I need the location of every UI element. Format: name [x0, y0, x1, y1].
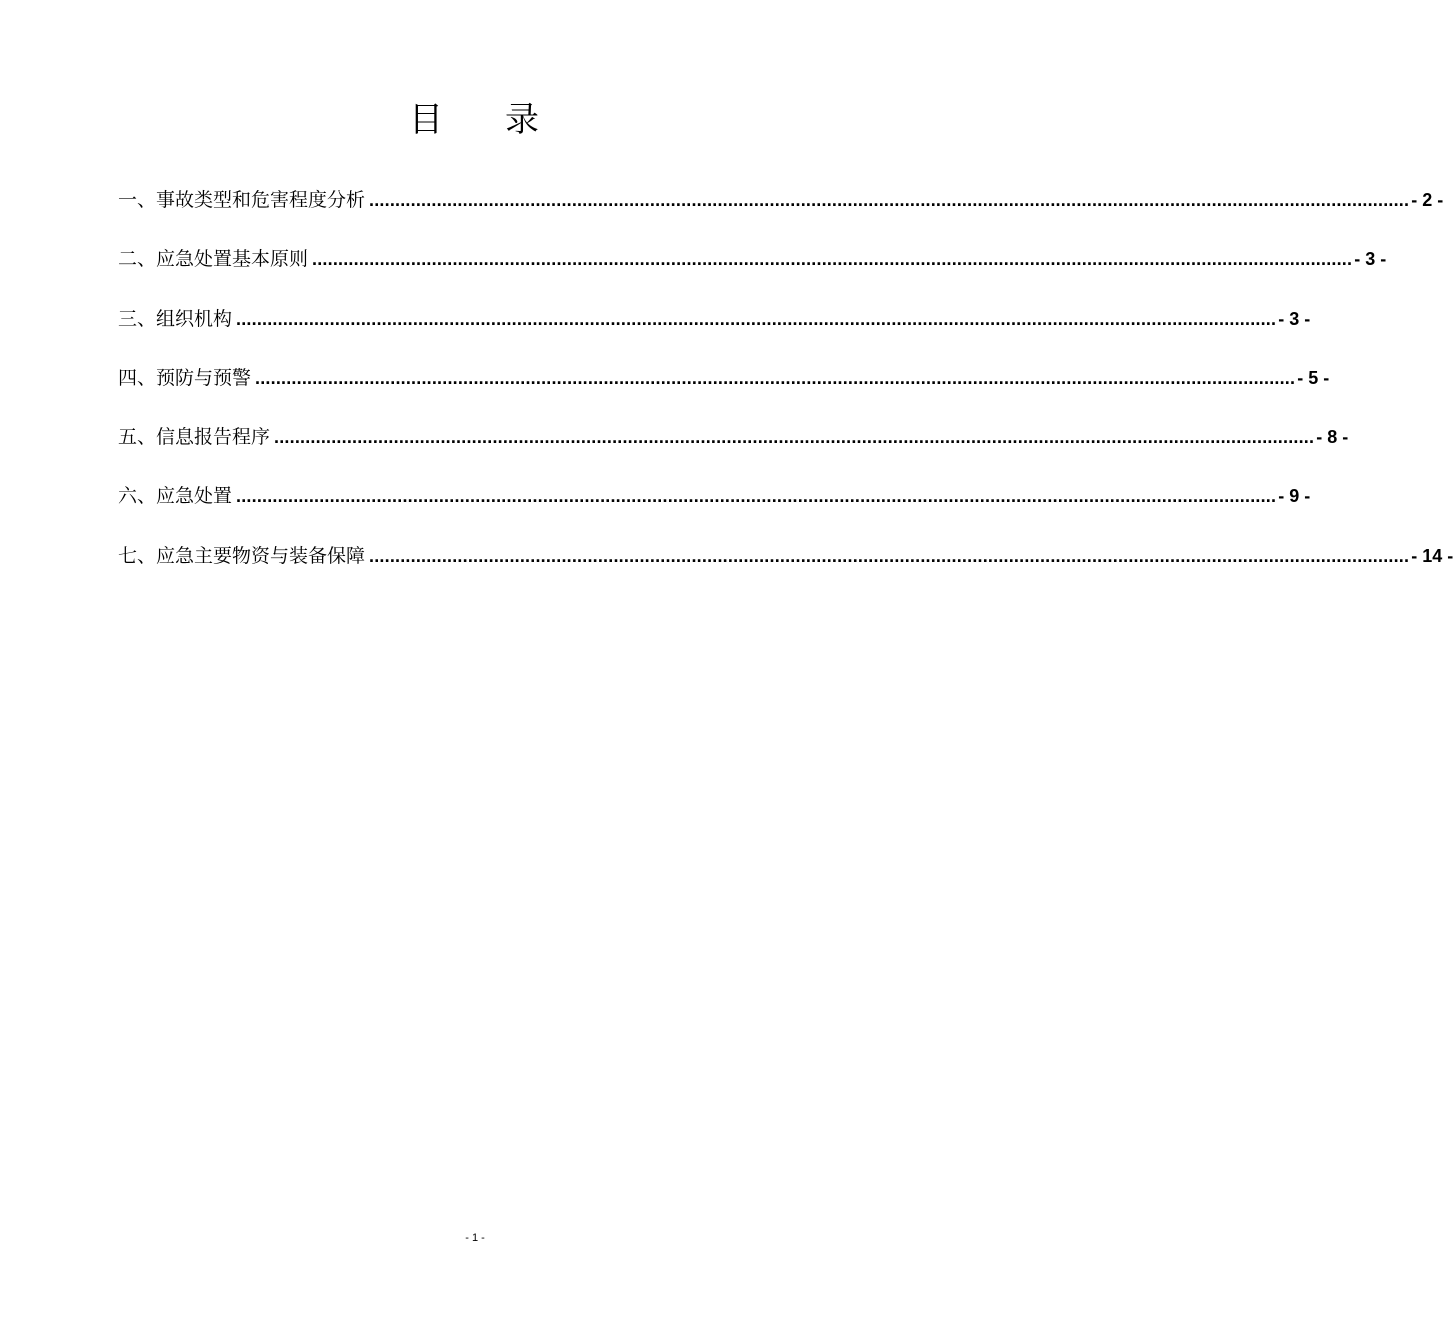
toc-title-char: 目: [409, 100, 445, 140]
toc-entry-page: - 8 -: [1316, 427, 1349, 448]
toc-entry-label: 二、应急处置基本原则: [118, 248, 309, 271]
toc-entry[interactable]: [118, 540, 1453, 599]
toc-dot-leader: ........................................................................................................................................................................................................: [236, 308, 1277, 329]
toc-entry-page: - 9 -: [1278, 486, 1311, 507]
toc-entry-label: 四、预防与预警: [118, 366, 252, 389]
toc-title: [0, 96, 950, 144]
toc-entry-label: 一、事故类型和危害程度分析: [118, 189, 366, 211]
toc-entry[interactable]: [118, 480, 1311, 539]
page-number-footer: - 1 -: [465, 1232, 485, 1244]
toc-entry-label: 七、应急主要物资与装备保障: [118, 544, 366, 567]
toc-entry[interactable]: [118, 184, 1444, 243]
toc-dot-leader: ........................................................................................................................................................................................................: [369, 545, 1410, 566]
toc-entry-page: - 3 -: [1354, 249, 1387, 270]
toc-entry-page: - 5 -: [1297, 367, 1330, 388]
toc-entry[interactable]: [118, 421, 1349, 480]
toc-dot-leader: ........................................................................................................................................................................................................: [312, 249, 1353, 270]
toc-entry-label: 五、信息报告程序: [118, 426, 271, 449]
toc-entry[interactable]: [118, 243, 1387, 302]
toc-entry-page: - 2 -: [1411, 190, 1444, 210]
toc-entry[interactable]: [118, 303, 1311, 362]
toc-title-char: 录: [505, 100, 541, 140]
toc-entry[interactable]: [118, 362, 1330, 421]
toc-entry-page: - 14 -: [1411, 545, 1453, 566]
toc-entry-page: - 3 -: [1278, 308, 1311, 329]
toc-dot-leader: ........................................................................................................................................................................................................: [274, 427, 1315, 448]
toc-list: [118, 184, 1453, 599]
toc-entry-label: 六、应急处置: [118, 485, 233, 508]
toc-dot-leader: ........................................................................................................................................................................................................: [369, 190, 1410, 210]
toc-dot-leader: ........................................................................................................................................................................................................: [255, 367, 1296, 388]
toc-entry-label: 三、组织机构: [118, 307, 233, 330]
toc-dot-leader: ........................................................................................................................................................................................................: [236, 486, 1277, 507]
